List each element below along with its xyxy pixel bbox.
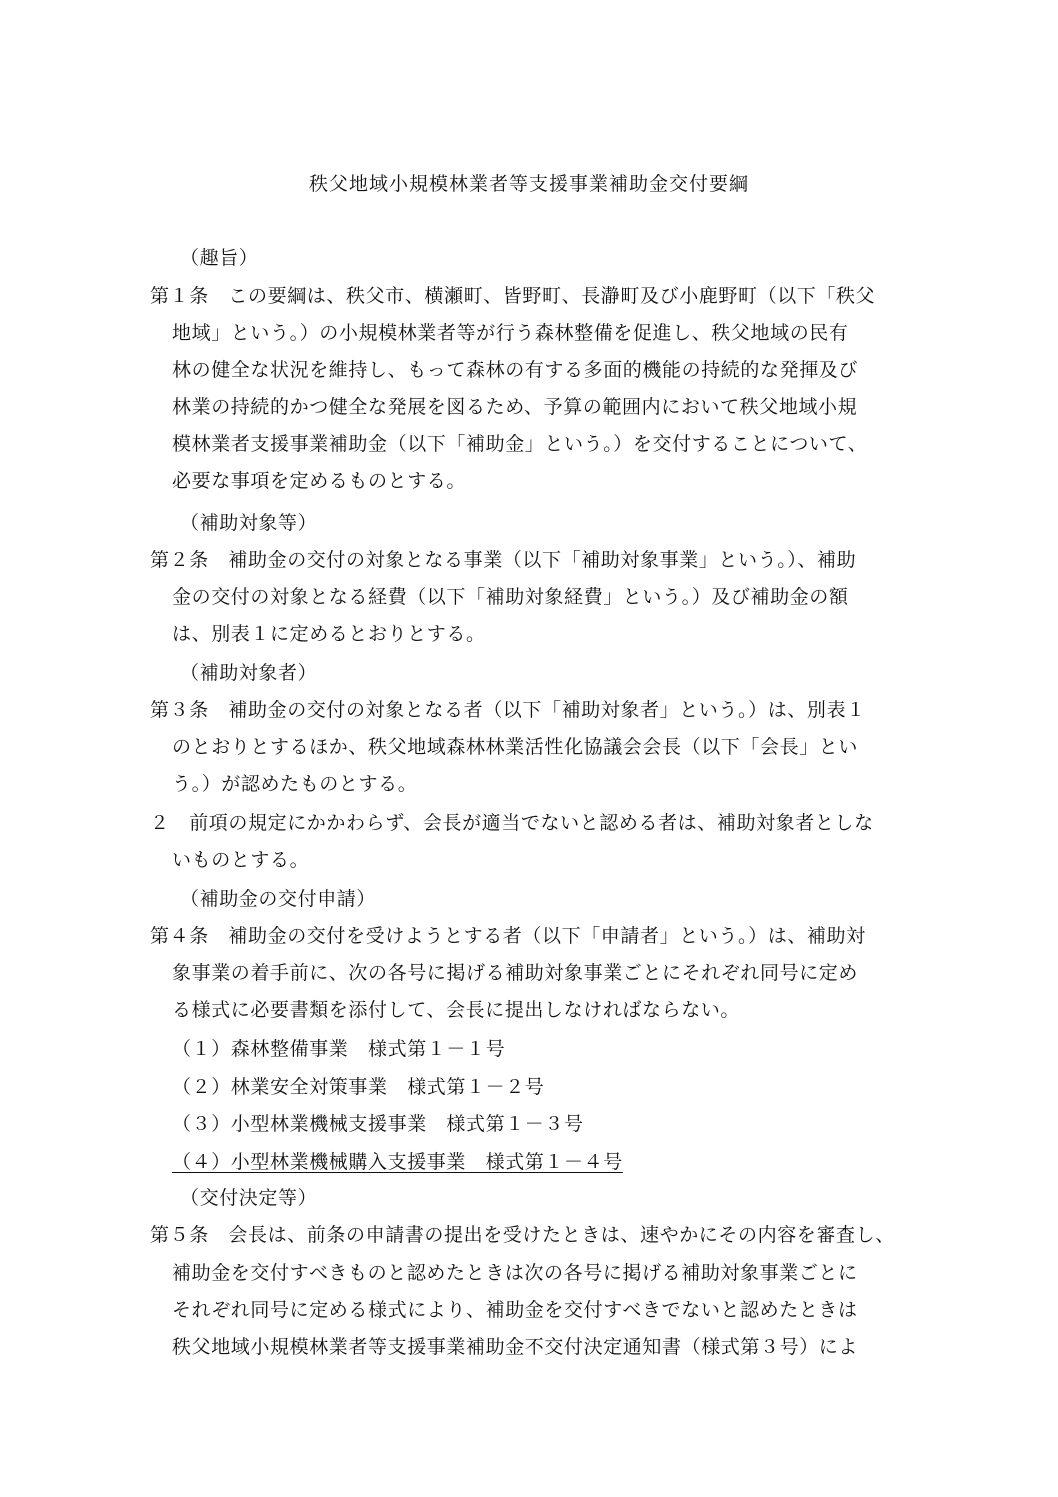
article-3-paragraph-2-line-2: いものとする。 <box>172 849 310 871</box>
article-1-line-4: 林業の持続的かつ健全な発展を図るため、予算の範囲内において秩父地域小規 <box>172 396 858 418</box>
article-3-line-1: 第３条 補助金の交付の対象となる者（以下「補助対象者」という。）は、別表１ <box>150 699 866 721</box>
article-5-line-3: それぞれ同号に定める様式により、補助金を交付すべきでないと認めたときは <box>172 1299 858 1321</box>
article-3-paragraph-2-line-1: ２ 前項の規定にかかわらず、会長が適当でないと認める者は、補助対象者としな <box>150 812 874 834</box>
article-1-line-1: 第１条 この要綱は、秩父市、横瀬町、皆野町、長瀞町及び小鹿野町（以下「秩父 <box>150 285 876 307</box>
section-heading-purpose: （趣旨） <box>180 247 259 269</box>
list-item-4: （４）小型林業機械購入支援事業 様式第１－４号 <box>172 1151 623 1173</box>
article-4-line-2: 象事業の着手前に、次の各号に掲げる補助対象事業ごとにそれぞれ同号に定め <box>172 962 859 984</box>
article-2-line-3: は、別表１に定めるとおりとする。 <box>172 623 486 645</box>
list-item-1: （１）森林整備事業 様式第１－１号 <box>172 1038 506 1060</box>
list-item-2: （２）林業安全対策事業 様式第１－２号 <box>172 1076 545 1098</box>
article-1-line-6: 必要な事項を定めるものとする。 <box>172 470 467 492</box>
article-3-line-2: のとおりとするほか、秩父地域森林林業活性化協議会会長（以下「会長」とい <box>172 736 859 758</box>
section-heading-subsidy-target: （補助対象等） <box>180 512 318 534</box>
article-4-line-1: 第４条 補助金の交付を受けようとする者（以下「申請者」という。）は、補助対 <box>150 925 866 947</box>
article-2-line-2: 金の交付の対象となる経費（以下「補助対象経費」という。）及び補助金の額 <box>172 586 849 608</box>
article-2-line-1: 第２条 補助金の交付の対象となる事業（以下「補助対象事業」という。）、補助 <box>150 549 857 571</box>
article-5-line-1: 第５条 会長は、前条の申請書の提出を受けたときは、速やかにその内容を審査し、 <box>150 1224 895 1246</box>
article-3-line-3: う。）が認めたものとする。 <box>172 773 418 795</box>
section-heading-application: （補助金の交付申請） <box>180 888 377 910</box>
section-heading-decision: （交付決定等） <box>180 1187 318 1209</box>
article-1-line-2: 地域」という。）の小規模林業者等が行う森林整備を促進し、秩父地域の民有 <box>172 322 849 344</box>
section-heading-subsidy-recipient: （補助対象者） <box>180 662 318 684</box>
article-4-line-3: る様式に必要書類を添付して、会長に提出しなければならない。 <box>172 999 741 1021</box>
article-1-line-3: 林の健全な状況を維持し、もって森林の有する多面的機能の持続的な発揮及び <box>172 359 859 381</box>
document-title: 秩父地域小規模林業者等支援事業補助金交付要綱 <box>308 173 749 195</box>
article-5-line-4: 秩父地域小規模林業者等支援事業補助金不交付決定通知書（様式第３号）によ <box>172 1336 859 1358</box>
article-1-line-5: 模林業者支援事業補助金（以下「補助金」という。）を交付することについて、 <box>172 433 868 455</box>
list-item-3: （３）小型林業機械支援事業 様式第１－３号 <box>172 1113 584 1135</box>
article-5-line-2: 補助金を交付すべきものと認めたときは次の各号に掲げる補助対象事業ごとに <box>172 1262 858 1284</box>
